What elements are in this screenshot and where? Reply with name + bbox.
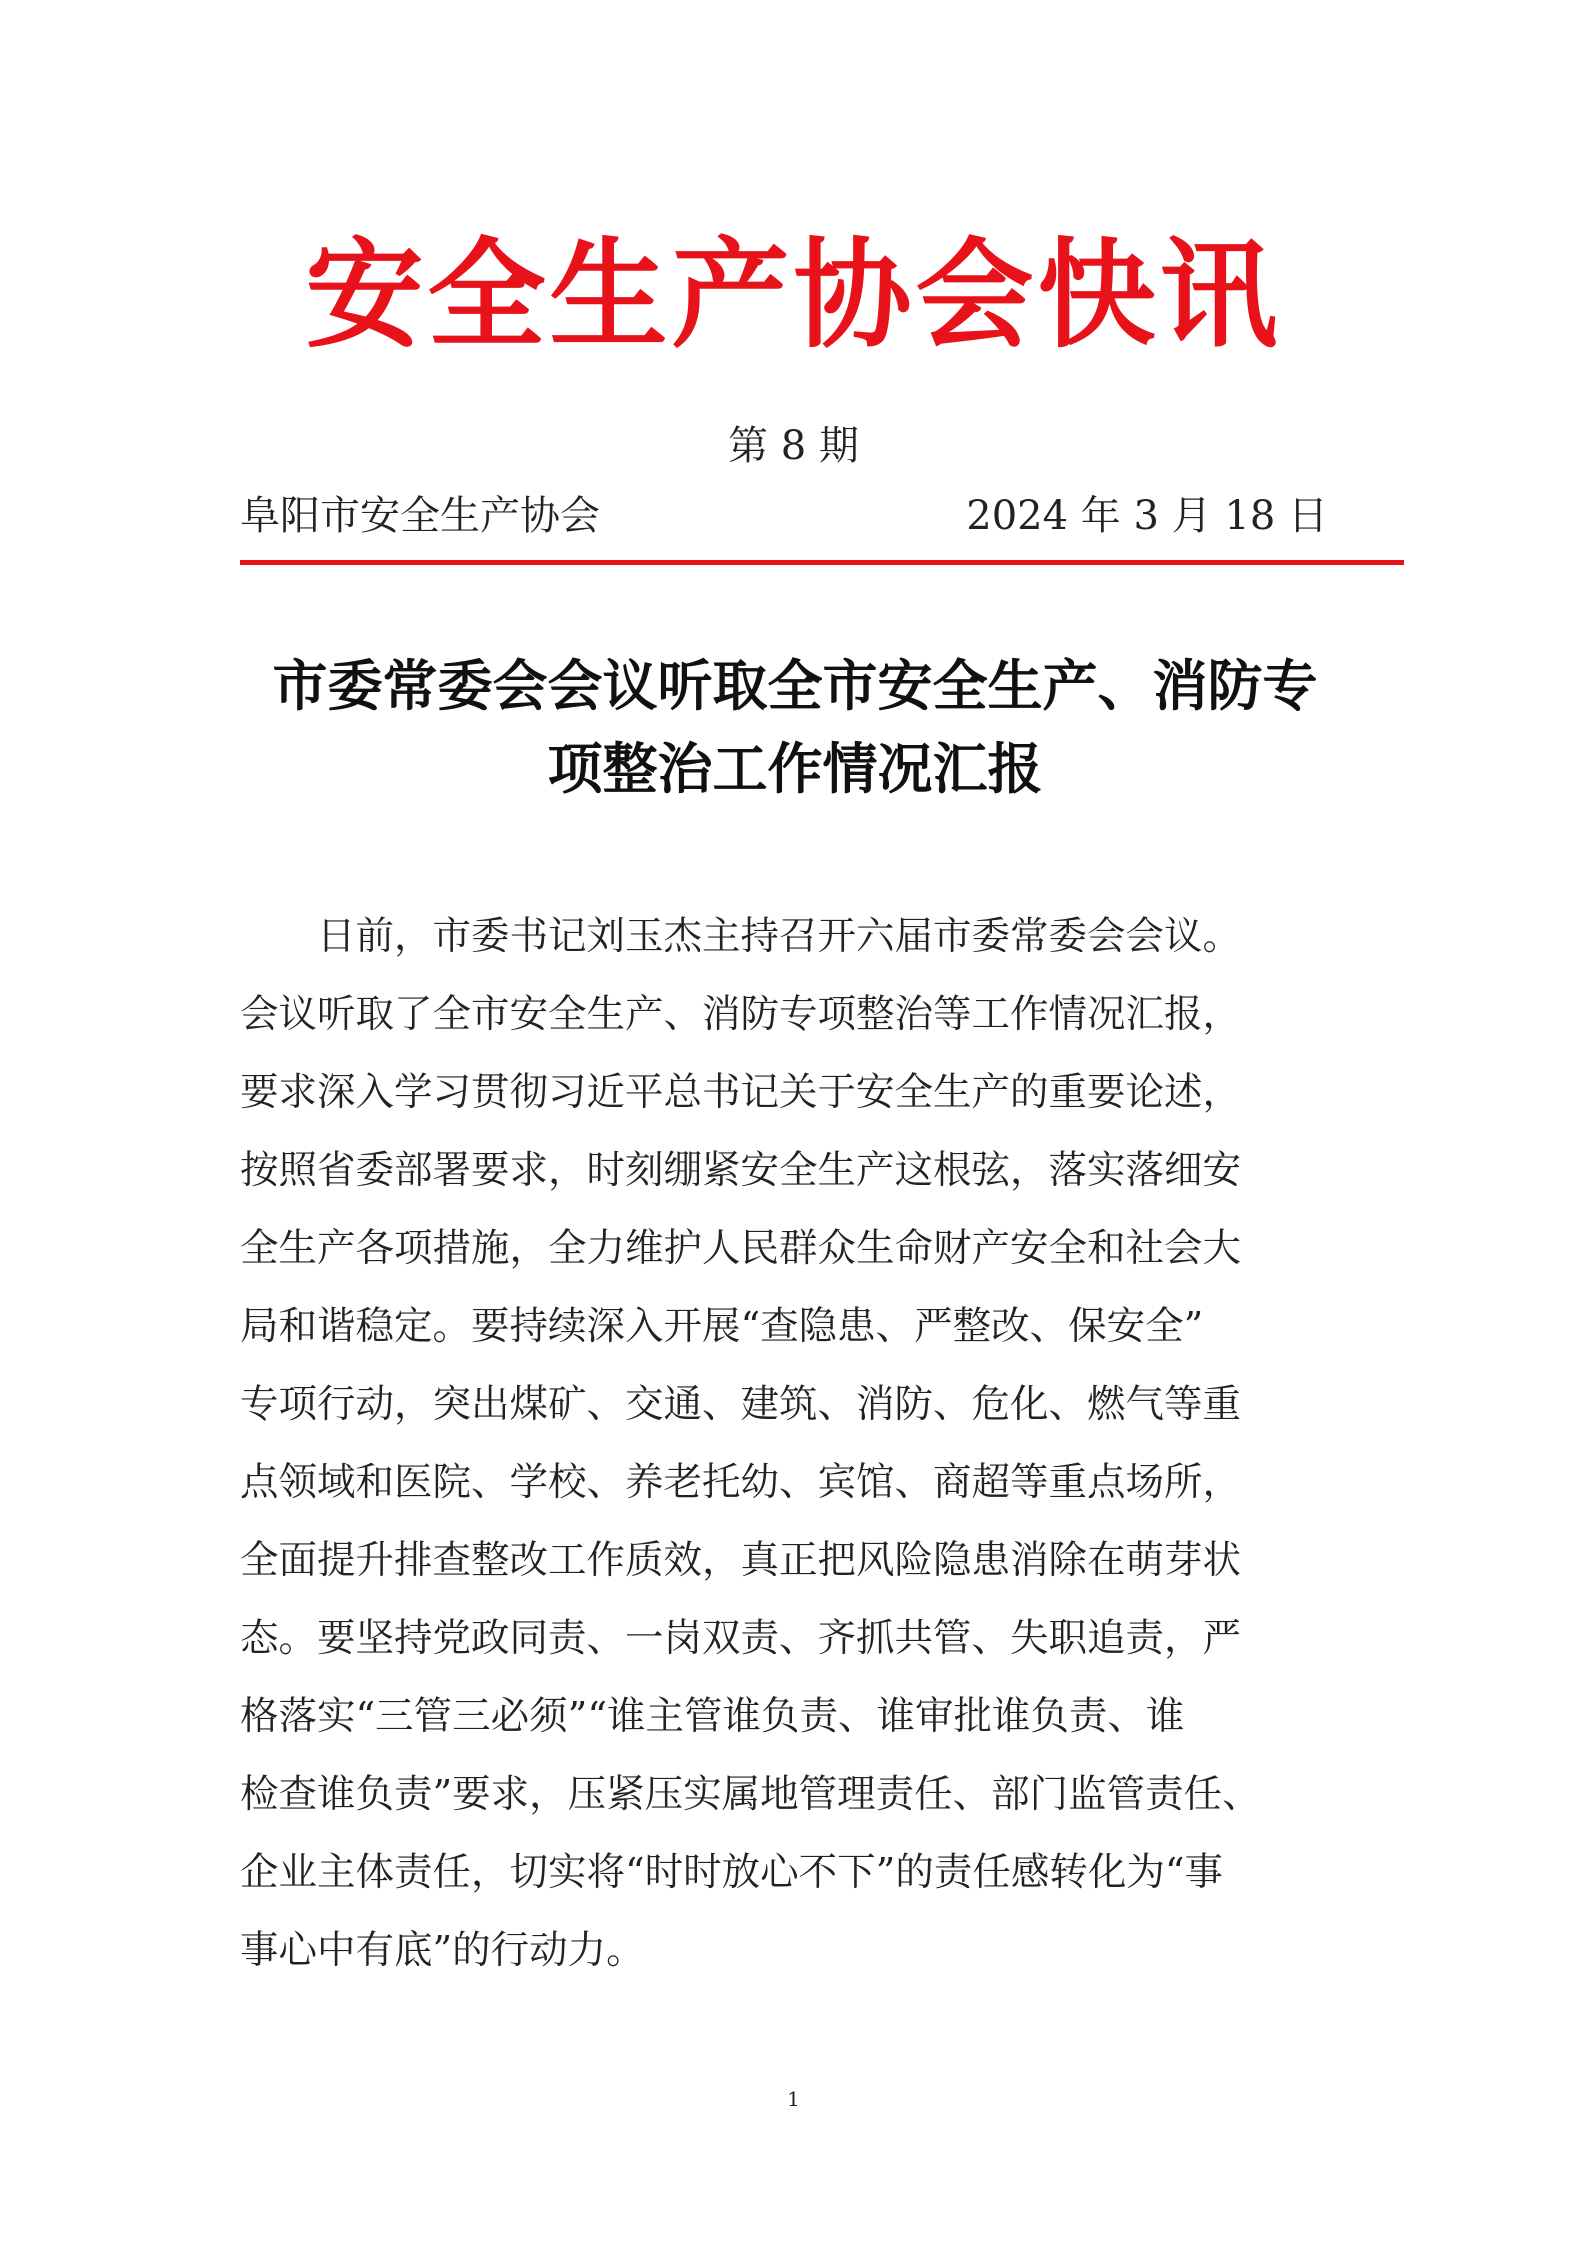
masthead-divider xyxy=(240,560,1404,565)
body-line: 事心中有底”的行动力。 xyxy=(240,1928,645,1973)
body-line: 全面提升排查整改工作质效，真正把风险隐患消除在萌芽状 xyxy=(240,1538,1242,1583)
body-line: 态。要坚持党政同责、一岗双责、齐抓共管、失职追责，严 xyxy=(240,1616,1242,1661)
article-body xyxy=(240,898,1350,1990)
publication-date: 2024 年 3 月 18 日 xyxy=(966,493,1328,539)
body-line: 会议听取了全市安全生产、消防专项整治等工作情况汇报， xyxy=(240,992,1242,1037)
article-title-line: 项整治工作情况汇报 xyxy=(547,737,1043,801)
masthead-info-row xyxy=(240,488,1340,544)
body-line: 企业主体责任，切实将“时时放心不下”的责任感转化为“事 xyxy=(240,1850,1224,1895)
article-title xyxy=(240,645,1350,811)
issue-number: 第 8 期 xyxy=(728,423,859,469)
body-line: 局和谐稳定。要持续深入开展“查隐患、严整改、保安全” xyxy=(240,1304,1204,1349)
publisher-name: 阜阳市安全生产协会 xyxy=(240,493,600,539)
body-line: 全生产各项措施，全力维护人民群众生命财产安全和社会大 xyxy=(240,1226,1242,1271)
body-line: 检查谁负责”要求，压紧压实属地管理责任、部门监管责任、 xyxy=(240,1772,1261,1817)
body-line: 专项行动，突出煤矿、交通、建筑、消防、危化、燃气等重 xyxy=(240,1382,1242,1427)
body-line: 日前，市委书记刘玉杰主持召开六届市委常委会会议。 xyxy=(240,914,1242,959)
page-number: 1 xyxy=(787,2087,800,2111)
masthead-title: 安全生产协会快讯 xyxy=(305,226,1282,364)
body-line: 点领域和医院、学校、养老托幼、宾馆、商超等重点场所， xyxy=(240,1460,1242,1505)
body-line: 要求深入学习贯彻习近平总书记关于安全生产的重要论述， xyxy=(240,1070,1242,1115)
article-title-line: 市委常委会会议听取全市安全生产、消防专 xyxy=(272,654,1318,718)
body-line: 格落实“三管三必须”“谁主管谁负责、谁审批谁负责、谁 xyxy=(240,1694,1185,1739)
body-line: 按照省委部署要求，时刻绷紧安全生产这根弦，落实落细安 xyxy=(240,1148,1242,1193)
